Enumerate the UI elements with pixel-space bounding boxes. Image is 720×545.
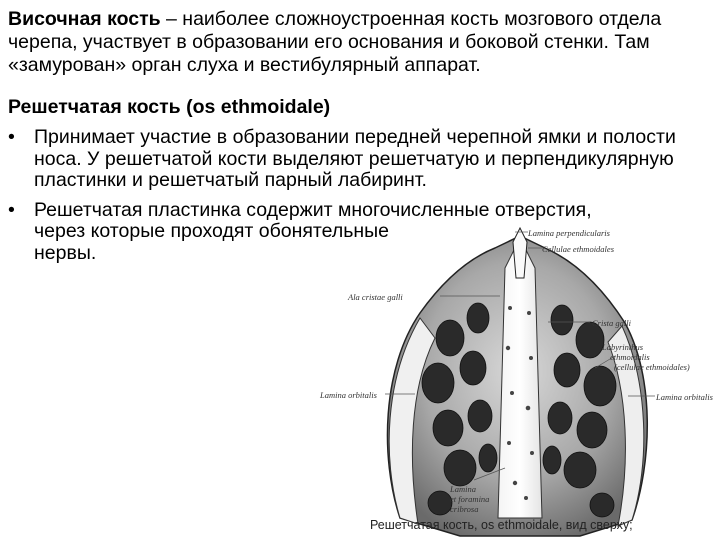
label-lamina-cribrosa-1: Lamina (450, 484, 476, 494)
bullet-marker: • (8, 198, 15, 221)
intro-paragraph (8, 8, 708, 77)
list-item (8, 127, 708, 192)
label-lamina-cribrosa-3: cribrosa (450, 504, 479, 514)
label-cellulae-ethmoidales: Cellulae ethmoidales (542, 244, 615, 254)
label-labyrinthus-2: ethmoidalis (610, 352, 650, 362)
bullet-marker: • (8, 126, 15, 148)
bullet-line: Решетчатая пластинка содержит многочисленные отверстия, (34, 198, 592, 221)
bullet-line: через которые проходят обонятельные (34, 220, 389, 242)
section-heading: Решетчатая кость (os ethmoidale) (8, 96, 331, 118)
label-lamina-perpendicularis: Lamina perpendicularis (528, 228, 610, 238)
cribriform-plate (498, 238, 542, 518)
label-lamina-cribrosa-2: et foramina (450, 494, 490, 504)
bullet-text: Принимает участие в образовании передней черепной ямки и полости носа. У решетчатой кости выделяют решетчатую и перпендикулярную пластинки и решетчатый парный лабиринт. (34, 126, 676, 191)
label-labyrinthus-3: (cellulae ethmoidales) (614, 362, 690, 372)
label-ala-cristae-galli: Ala cristae galli (348, 292, 403, 302)
figure-caption: Решетчатая кость, os ethmoidale, вид сверху; (370, 518, 633, 532)
intro-bold-term: Височная кость (8, 8, 161, 30)
bullet-line: нервы. (34, 241, 97, 264)
crista-galli (513, 228, 527, 278)
label-lamina-orbitalis-right: Lamina orbitalis (656, 392, 713, 402)
intro-text: – наиболее сложноустроенная кость мозгового отдела черепа, участвует в образовании его основания и боковой стенки. Там «замурован» орган слуха и вестибулярный аппарат. (8, 8, 662, 76)
label-crista-galli: Crista galli (592, 318, 631, 328)
label-labyrinthus-1: Labyrinthus (602, 342, 644, 352)
label-lamina-orbitalis-left: Lamina orbitalis (320, 390, 377, 400)
ethmoid-bone-figure (310, 218, 720, 540)
ethmoid-bone-illustration (310, 218, 720, 540)
